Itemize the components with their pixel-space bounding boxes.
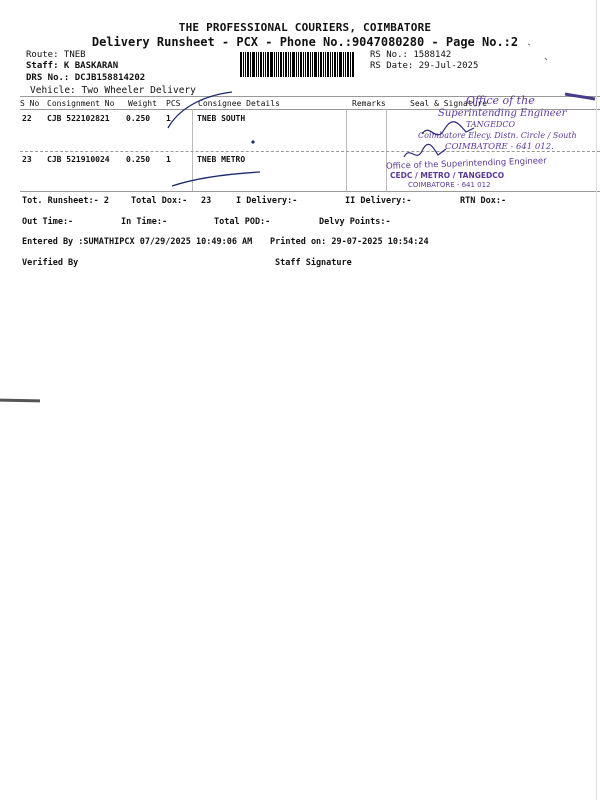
total-pod: Total POD:- xyxy=(214,217,271,227)
ii-delivery: II Delivery:- xyxy=(345,196,412,206)
total-dox-value: 23 xyxy=(201,196,212,206)
total-runsheet: Tot. Runsheet:- 2 xyxy=(22,196,109,206)
stamp-smudge xyxy=(565,94,595,99)
col-header-consignment: Consignment No xyxy=(47,99,115,108)
col-header-remarks: Remarks xyxy=(352,99,386,108)
col-header-weight: Weight xyxy=(128,99,157,108)
vehicle-label: Vehicle: Two Wheeler Delivery xyxy=(30,85,196,96)
rs-number: RS No.: 1588142 xyxy=(370,50,452,60)
col-header-seal: Seal & Signature xyxy=(410,99,488,108)
stamp-text: TANGEDCO xyxy=(466,120,515,129)
stamp-text: COIMBATORE - 641 012. xyxy=(445,142,554,152)
cell-sno: 22 xyxy=(22,114,32,123)
staff-label: Staff: K BASKARAN xyxy=(26,61,119,71)
rtn-dox: RTN Dox:- xyxy=(460,196,507,206)
cell-consignee: TNEB METRO xyxy=(197,155,246,164)
col-header-consignee: Consignee Details xyxy=(198,99,280,108)
company-title: THE PROFESSIONAL COURIERS, COIMBATORE xyxy=(178,21,432,34)
stamp-text: Office of the xyxy=(466,94,535,107)
stamp-text: CEDC / METRO / TANGEDCO xyxy=(390,171,505,180)
cell-weight: 0.250 xyxy=(126,114,151,123)
ink-dot xyxy=(251,140,254,143)
in-time: In Time:- xyxy=(121,217,168,227)
staff-signature: Staff Signature xyxy=(275,258,352,268)
delvy-points: Delvy Points:- xyxy=(319,217,391,227)
tick-mark-row-1 xyxy=(168,92,232,128)
stamp-text: COIMBATORE - 641 012 xyxy=(408,181,491,189)
stamp-text: Coimbatore Elecy. Distn. Circle / South xyxy=(418,131,577,140)
rs-date: RS Date: 29-Jul-2025 xyxy=(370,61,479,71)
route-label: Route: TNEB xyxy=(26,50,86,60)
printed-on: Printed on: 29-07-2025 10:54:24 xyxy=(270,237,429,247)
cell-sno: 23 xyxy=(22,155,32,164)
cell-pcs: 1 xyxy=(166,155,171,164)
speck-marks xyxy=(528,44,547,60)
runsheet-subtitle: Delivery Runsheet - PCX - Phone No.:9047080280 - Page No.:2 xyxy=(91,35,519,49)
stamp-text: Office of the Superintending Engineer xyxy=(385,156,547,172)
cell-pcs: 1 xyxy=(166,114,171,123)
i-delivery: I Delivery:- xyxy=(236,196,298,206)
out-time: Out Time:- xyxy=(22,217,74,227)
total-dox-label: Total Dox:- xyxy=(131,196,188,206)
cell-weight: 0.250 xyxy=(126,155,151,164)
cell-consignment: CJB 522102821 xyxy=(47,114,110,123)
col-header-pcs: PCS xyxy=(166,99,181,108)
cell-consignee: TNEB SOUTH xyxy=(197,114,246,123)
scan-right-edge xyxy=(596,0,597,800)
entered-by: Entered By :SUMATHIPCX 07/29/2025 10:49:06 AM xyxy=(22,237,253,247)
cell-consignment: CJB 521910024 xyxy=(47,155,110,164)
col-header-sno: S No xyxy=(20,99,40,108)
tick-mark-row-2 xyxy=(172,172,260,186)
drs-label: DRS No.: DCJB158814202 xyxy=(26,73,146,83)
verified-by: Verified By xyxy=(22,258,79,268)
stamp-text: Superintending Engineer xyxy=(438,108,567,119)
